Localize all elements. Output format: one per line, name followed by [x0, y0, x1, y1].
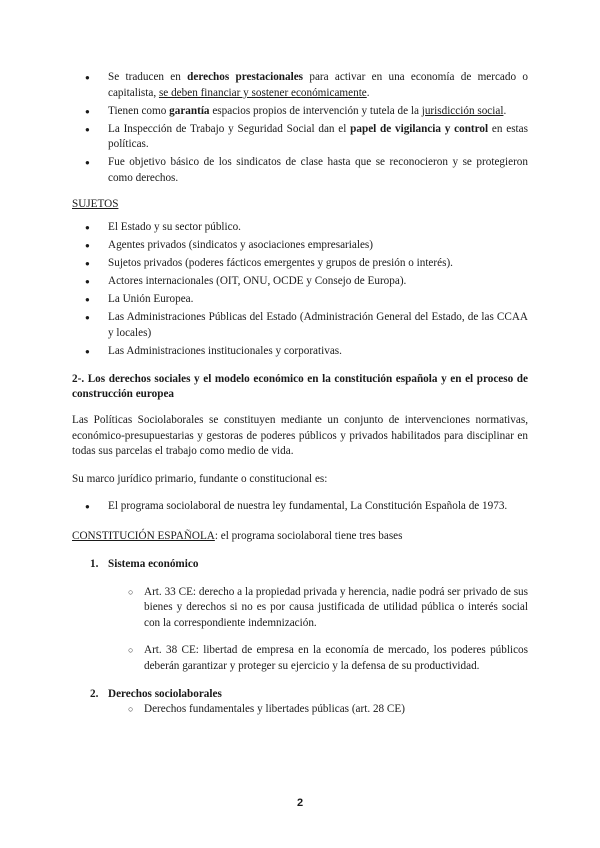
list-item: ○ Art. 38 CE: libertad de empresa en la economía de mercado, los poderes públicos deberán garantizar y proteger su ejercicio y la defensa de su productividad.	[72, 643, 528, 674]
base-title: Sistema económico	[108, 557, 199, 570]
paragraph: Las Políticas Sociolaborales se constituyen mediante un conjunto de intervenciones normativas, económico-presupuestarias y gestoras de poderes públicos y privados habilitados para disciplinar en todas sus parcelas el trabajo como medio de vida.	[72, 413, 528, 458]
list-item: ● El Estado y su sector público.	[72, 220, 528, 236]
list-item: ● El programa sociolaboral de nuestra ley fundamental, La Constitución Española de 1973.	[72, 499, 528, 515]
list-item	[72, 155, 528, 186]
text: Tienen como	[108, 104, 170, 117]
text: Se traducen en	[108, 71, 188, 83]
text: La Inspección de Trabajo y Seguridad Social dan el	[108, 122, 351, 135]
list-item	[72, 104, 528, 120]
text: .	[503, 104, 507, 117]
underlined-text: jurisdicción social	[421, 104, 504, 117]
item-number: 2.	[90, 687, 99, 700]
sistema-list-2	[72, 643, 528, 674]
text: Fue objetivo básico de los sindicatos de clase hasta que se reconocieron y se protegieron como derechos.	[108, 156, 528, 184]
bold-text: garantía	[169, 104, 210, 117]
list-item: ○ Art. 33 CE: derecho a la propiedad privada y herencia, nadie podrá ser privado de sus bienes y derechos si no es por causa justificada de utilidad pública o interés social con la correspondiente indemnización.	[72, 585, 528, 632]
underlined-text: se deben financiar y sostener económicamente	[158, 86, 367, 99]
list-item	[72, 70, 528, 101]
list-item: ● Agentes privados (sindicatos y asociaciones empresariales)	[72, 238, 528, 254]
bases-list-2	[72, 687, 528, 703]
sujetos-heading: SUJETOS	[72, 197, 119, 210]
item-number: 1.	[90, 557, 99, 570]
list-item: ○ Derechos fundamentales y libertades públicas (art. 28 CE)	[72, 702, 528, 718]
base-item	[72, 687, 528, 703]
text: en estas políticas.	[108, 122, 528, 151]
ce-line	[72, 529, 528, 545]
bold-text: papel de vigilancia y control	[350, 122, 489, 135]
page-number: 2	[296, 797, 304, 809]
text: para activar en una economía de mercado o capitalista,	[108, 71, 528, 99]
bases-list	[72, 557, 528, 573]
paragraph: Su marco jurídico primario, fundante o constitucional es:	[72, 472, 328, 485]
list-item: ● Las Administraciones Públicas del Estado (Administración General del Estado, de las CCAA y locales)	[72, 310, 528, 341]
base-title: Derechos sociolaborales	[108, 687, 222, 700]
base-item	[72, 557, 528, 573]
list-item: ● Sujetos privados (poderes fácticos emergentes y grupos de presión o interés).	[72, 256, 528, 272]
sujetos-list	[72, 220, 528, 359]
ce-heading: CONSTITUCIÓN ESPAÑOLA	[72, 530, 215, 543]
sistema-list	[72, 585, 528, 632]
list-item: ● La Unión Europea.	[72, 292, 528, 308]
text: espacios propios de intervención y tutela de la	[209, 104, 422, 117]
derechos-list	[72, 702, 528, 718]
section-heading: 2-. Los derechos sociales y el modelo económico en la constitución española y en el proceso de construcción europea	[72, 372, 528, 401]
programa-list	[72, 499, 528, 515]
text: .	[366, 86, 370, 99]
intro-bullet-list	[72, 70, 528, 186]
list-item: ● Las Administraciones institucionales y corporativas.	[72, 344, 528, 360]
list-item: ● Actores internacionales (OIT, ONU, OCDE y Consejo de Europa).	[72, 274, 528, 290]
list-item	[72, 122, 528, 153]
document-page	[72, 70, 528, 718]
bold-text: derechos prestacionales	[187, 71, 304, 83]
text: : el programa sociolaboral tiene tres bases	[214, 530, 403, 543]
